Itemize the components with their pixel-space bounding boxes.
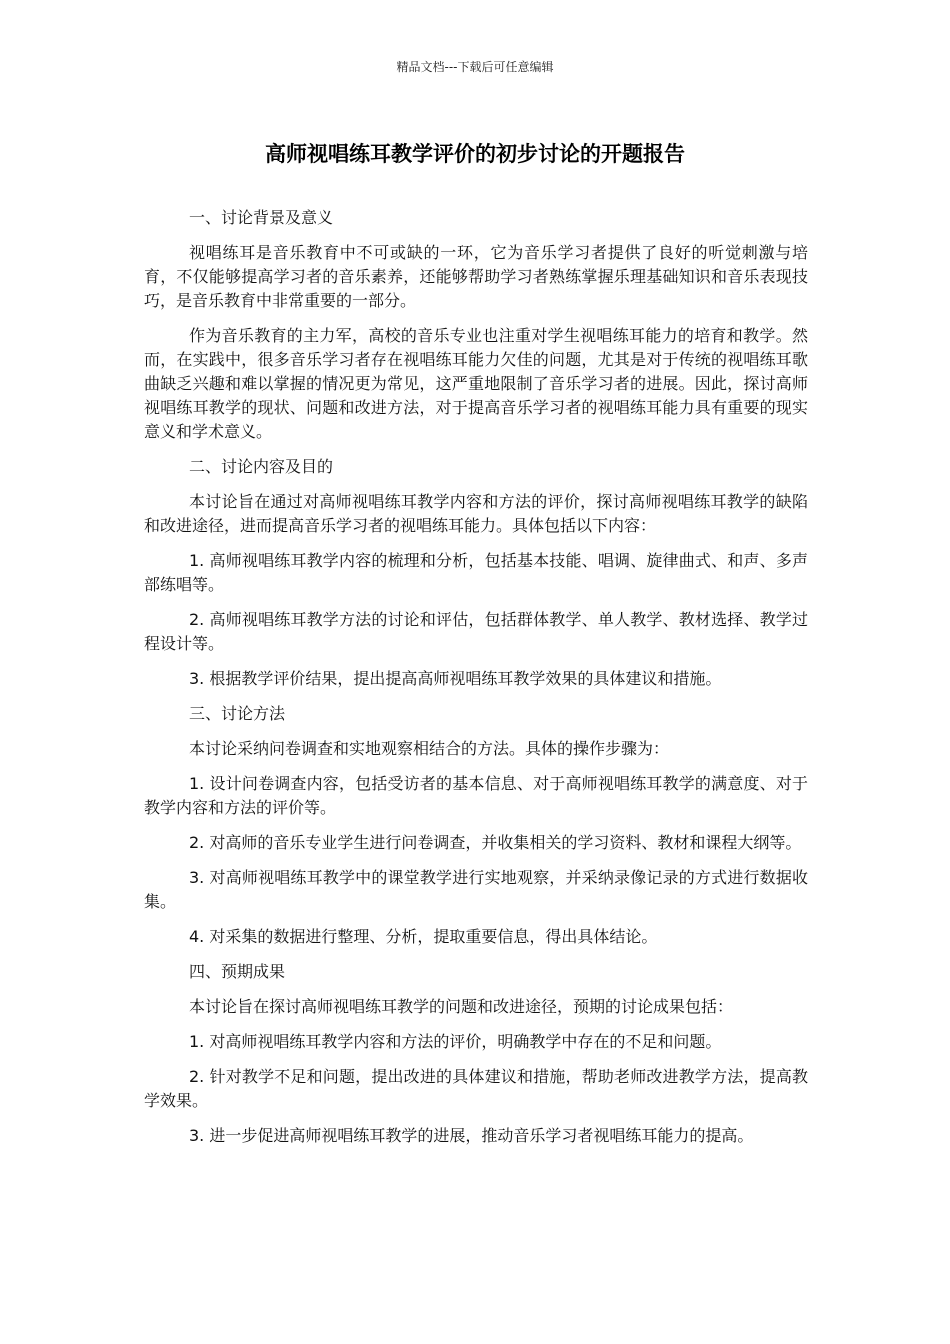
paragraph: 作为音乐教育的主力军，高校的音乐专业也注重对学生视唱练耳能力的培育和教学。然而，在实践中，很多音乐学习者存在视唱练耳能力欠佳的问题，尤其是对于传统的视唱练耳歌曲缺乏兴趣和难以掌握的情况更为常见，这严重地限制了音乐学习者的进展。因此，探讨高师视唱练耳教学的现状、问题和改进方法，对于提高音乐学习者的视唱练耳能力具有重要的现实意义和学术意义。 [144,326,808,441]
list-item: 2. 针对教学不足和问题，提出改进的具体建议和措施，帮助老师改进教学方法，提高教学效果。 [144,1067,808,1110]
paragraph: 本讨论旨在通过对高师视唱练耳教学内容和方法的评价，探讨高师视唱练耳教学的缺陷和改进途径，进而提高音乐学习者的视唱练耳能力。具体包括以下内容： [144,492,808,535]
header-note: 精品文档---下载后可任意编辑 [396,60,554,74]
section-heading-content: 二、讨论内容及目的 [189,457,334,476]
list-item: 2. 对高师的音乐专业学生进行问卷调查，并收集相关的学习资料、教材和课程大纲等。 [189,833,802,852]
document-title: 高师视唱练耳教学评价的初步讨论的开题报告 [265,142,685,166]
list-item: 3. 对高师视唱练耳教学中的课堂教学进行实地观察，并采纳录像记录的方式进行数据收集。 [144,868,808,911]
list-item: 3. 根据教学评价结果，提出提高高师视唱练耳教学效果的具体建议和措施。 [189,669,722,688]
list-item: 3. 进一步促进高师视唱练耳教学的进展，推动音乐学习者视唱练耳能力的提高。 [189,1126,754,1145]
list-item: 2. 高师视唱练耳教学方法的讨论和评估，包括群体教学、单人教学、教材选择、教学过程设计等。 [144,610,808,653]
list-item: 1. 对高师视唱练耳教学内容和方法的评价，明确教学中存在的不足和问题。 [189,1032,722,1051]
paragraph: 本讨论旨在探讨高师视唱练耳教学的问题和改进途径，预期的讨论成果包括： [189,997,734,1016]
section-heading-outcomes: 四、预期成果 [189,962,286,981]
section-heading-method: 三、讨论方法 [189,704,286,723]
list-item: 4. 对采集的数据进行整理、分析，提取重要信息，得出具体结论。 [189,927,658,946]
paragraph: 视唱练耳是音乐教育中不可或缺的一环，它为音乐学习者提供了良好的听觉刺激与培育，不仅能够提高学习者的音乐素养，还能够帮助学习者熟练掌握乐理基础知识和音乐表现技巧，是音乐教育中非常重要的一部分。 [144,243,808,310]
section-heading-background: 一、讨论背景及意义 [189,208,334,227]
list-item: 1. 高师视唱练耳教学内容的梳理和分析，包括基本技能、唱调、旋律曲式、和声、多声部练唱等。 [144,551,808,594]
list-item: 1. 设计问卷调查内容，包括受访者的基本信息、对于高师视唱练耳教学的满意度、对于教学内容和方法的评价等。 [144,774,808,817]
document-body [144,206,808,1159]
paragraph: 本讨论采纳问卷调查和实地观察相结合的方法。具体的操作步骤为： [189,739,670,758]
